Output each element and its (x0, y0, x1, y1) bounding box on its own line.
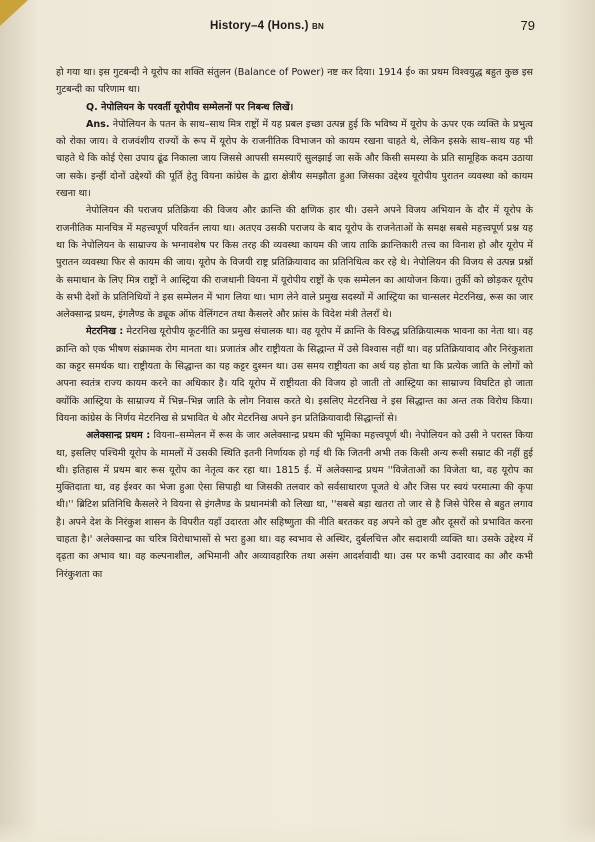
answer-text-1: नेपोलियन के पतन के साथ–साथ मित्र राष्ट्रों में यह प्रबल इच्छा उत्पन्न हुई कि भविष्य में यूरोप के ऊपर एक व्यक्ति के प्रभुत्व को रोका जाय। वे राजवंशीय राज्यों के रूप में यूरोप के राजनीतिक विभाजन को कायम रखना चाहते थे, लेकिन इसके साथ–साथ यह भी चाहते थे कि कोई ऐसा उपाय ढूंढ निकाला जाय जिससे आपसी समस्याएँ सुलझाई जा सकें और किसी समस्या के प्रति सामूहिक कदम उठाया जा सके। इन्हीं दोनों उद्देश्यों की पूर्ति हेतु वियना कांग्रेस के द्वारा क्षेत्रीय समझौता हुआ जिसका उद्देश्य यूरोपीय पुरातन व्यवस्था को कायम रखना था। (56, 118, 533, 200)
running-title-suffix: BN (312, 22, 324, 31)
page-number: 79 (520, 18, 535, 33)
alexander-heading: अलेक्सान्द्र प्रथम : (86, 430, 151, 442)
page-corner-tab (0, 0, 28, 26)
alexander-paragraph (56, 427, 533, 583)
paragraph-continuation: हो गया था। इस गुटबन्दी ने यूरोप का शक्ति संतुलन (Balance of Power) नष्ट कर दिया। 1914 ई० का प्रथम विश्वयुद्ध बहुत कुछ इस गुटबन्दी का परिणाम था। (56, 67, 533, 96)
metternich-heading: मेटरनिख : (86, 326, 124, 338)
question (56, 99, 533, 116)
page-header (60, 18, 535, 38)
answer-paragraph-2: नेपोलियन की पराजय प्रतिक्रिया की विजय और क्रान्ति की क्षणिक हार थी। उसने अपने विजय अभियान के दौर में यूरोप के राजनीतिक मानचित्र में महत्त्वपूर्ण परिवर्तन लाया था। अतएव उसकी पराजय के बाद यूरोप के राजनेताओं के समक्ष सबसे महत्त्वपूर्ण प्रश्न यह था कि नेपोलियन के साम्राज्य के भग्नावशेष पर किस तरह की व्यवस्था कायम की जाय ताकि क्रान्तिकारी तत्त्व का विनाश हो और यूरोप में पुरातन व्यवस्था फिर से कायम की जाय। यूरोप के विजयी राष्ट्र प्रतिक्रियावाद का प्रतिनिधित्व कर रहे थे। नेपोलियन की विजय से उत्पन्न प्रश्नों के समाधान के लिए मित्र राष्ट्रों ने आस्ट्रिया की राजधानी वियना में यूरोपीय राष्ट्रों के एक सम्मेलन का आयोजन किया। तुर्की को छोड़कर यूरोप के सभी देशों के प्रतिनिधियों ने इस सम्मेलन में भाग लिया था। भाग लेने वाले प्रमुख सदस्यों में आस्ट्रिया का चान्सलर मेटरनिख, रूस का जार अलेक्सान्द्र प्रथम, इंगलैण्ड के ड्यूक ऑफ वेलिंगटन तथा कैसलरे और फ्रांस के विदेश मंत्री तेलराँ थे। (56, 205, 533, 321)
alexander-text: वियना–सम्मेलन में रूस के जार अलेक्सान्द्र प्रथम की भूमिका महत्त्वपूर्ण थी। नेपोलियन को उसी ने परास्त किया था, इसलिए पश्चिमी यूरोप के मामलों में उसकी स्थिति इतनी निर्णायक हो गई थी कि जितनी अभी तक किसी अन्य रूसी सम्राट की नहीं हुई थी। इतिहास में प्रथम बार रूस यूरोप का नेतृत्व कर रहा था। 1815 ई. में अलेक्सान्द्र प्रथम ''विजेताओं का विजेता था, वह यूरोप का मुक्तिदाता था, वह ईश्वर का भेजा हुआ ऐसा सिपाही था जिसकी तलवार को सर्वसाधारण पूजते थे और जिस पर स्वयं परमात्मा की कृपा थी।'' ब्रिटिश प्रतिनिधि कैसलरे ने वियना से इंगलैण्ड के प्रधानमंत्री को लिखा था, ''सबसे बड़ा खतरा तो जार से है जिसे पेरिस से बहुत लगाव है। अपने देश के निरंकुश शासन के विपरीत यहाँ उदारता और सहिष्णुता की नीति बरतकर वह अपने को तुष्ट और दूसरों को प्रभावित करना चाहता है।' अलेक्सान्द्र का चरित्र विरोधाभासों से भरा हुआ था। वह स्वभाव से अस्थिर, दुर्बलचित्त और सदाशयी व्यक्ति था। उसके उद्देश्य में दृढ़ता का अभाव था। वह कल्पनाशील, अभिमानी और अव्यावहारिक तथा असंग आदर्शवादी था। उस पर कभी उदारवाद का और कभी निरंकुशता का (56, 430, 533, 580)
running-title (210, 20, 324, 32)
metternich-paragraph (56, 323, 533, 427)
page-body (56, 64, 533, 583)
page-bottom-shadow (0, 822, 595, 842)
answer-paragraph-1 (56, 116, 533, 202)
answer-label: Ans. (86, 118, 110, 130)
question-text: नेपोलियन के परवर्ती यूरोपीय सम्मेलनों पर निबन्ध लिखें। (101, 101, 294, 113)
running-title-text: History–4 (Hons.) (210, 20, 309, 32)
metternich-text: मेटरनिख यूरोपीय कूटनीति का प्रमुख संचालक था। वह यूरोप में क्रान्ति के विरुद्ध प्रतिक्रियात्मक भावना का नेता था। वह क्रान्ति को एक भीषण संक्रामक रोग मानता था। प्रजातंत्र और राष्ट्रीयता के सिद्धान्त में उसे विश्वास नहीं था। वह प्रतिक्रियावाद और निरंकुशता का कट्टर समर्थक था। राष्ट्रीयता के सिद्धान्त का यह कट्टर दुश्मन था। उस समय राष्ट्रीयता का अर्थ यह होता था कि प्रत्येक जाति के लोगों को अपना स्वतंत्र राज्य कायम करने का अधिकार है। यदि यूरोप में राष्ट्रीयता की विजय हो जाती तो आस्ट्रिया का साम्राज्य विघटित हो जाता क्योंकि आस्ट्रिया के साम्राज्य में भिन्न–भिन्न जाति के लोग निवास करते थे। इसलिए मेटरनिख ने इस सिद्धान्त का अन्त तक विरोध किया। वियना कांग्रेस के निर्णय मेटरनिख से प्रभावित थे और मेटरनिख अपने इन प्रतिक्रियावादी सिद्धान्तों से। (56, 326, 533, 424)
question-label: Q. (86, 101, 98, 113)
